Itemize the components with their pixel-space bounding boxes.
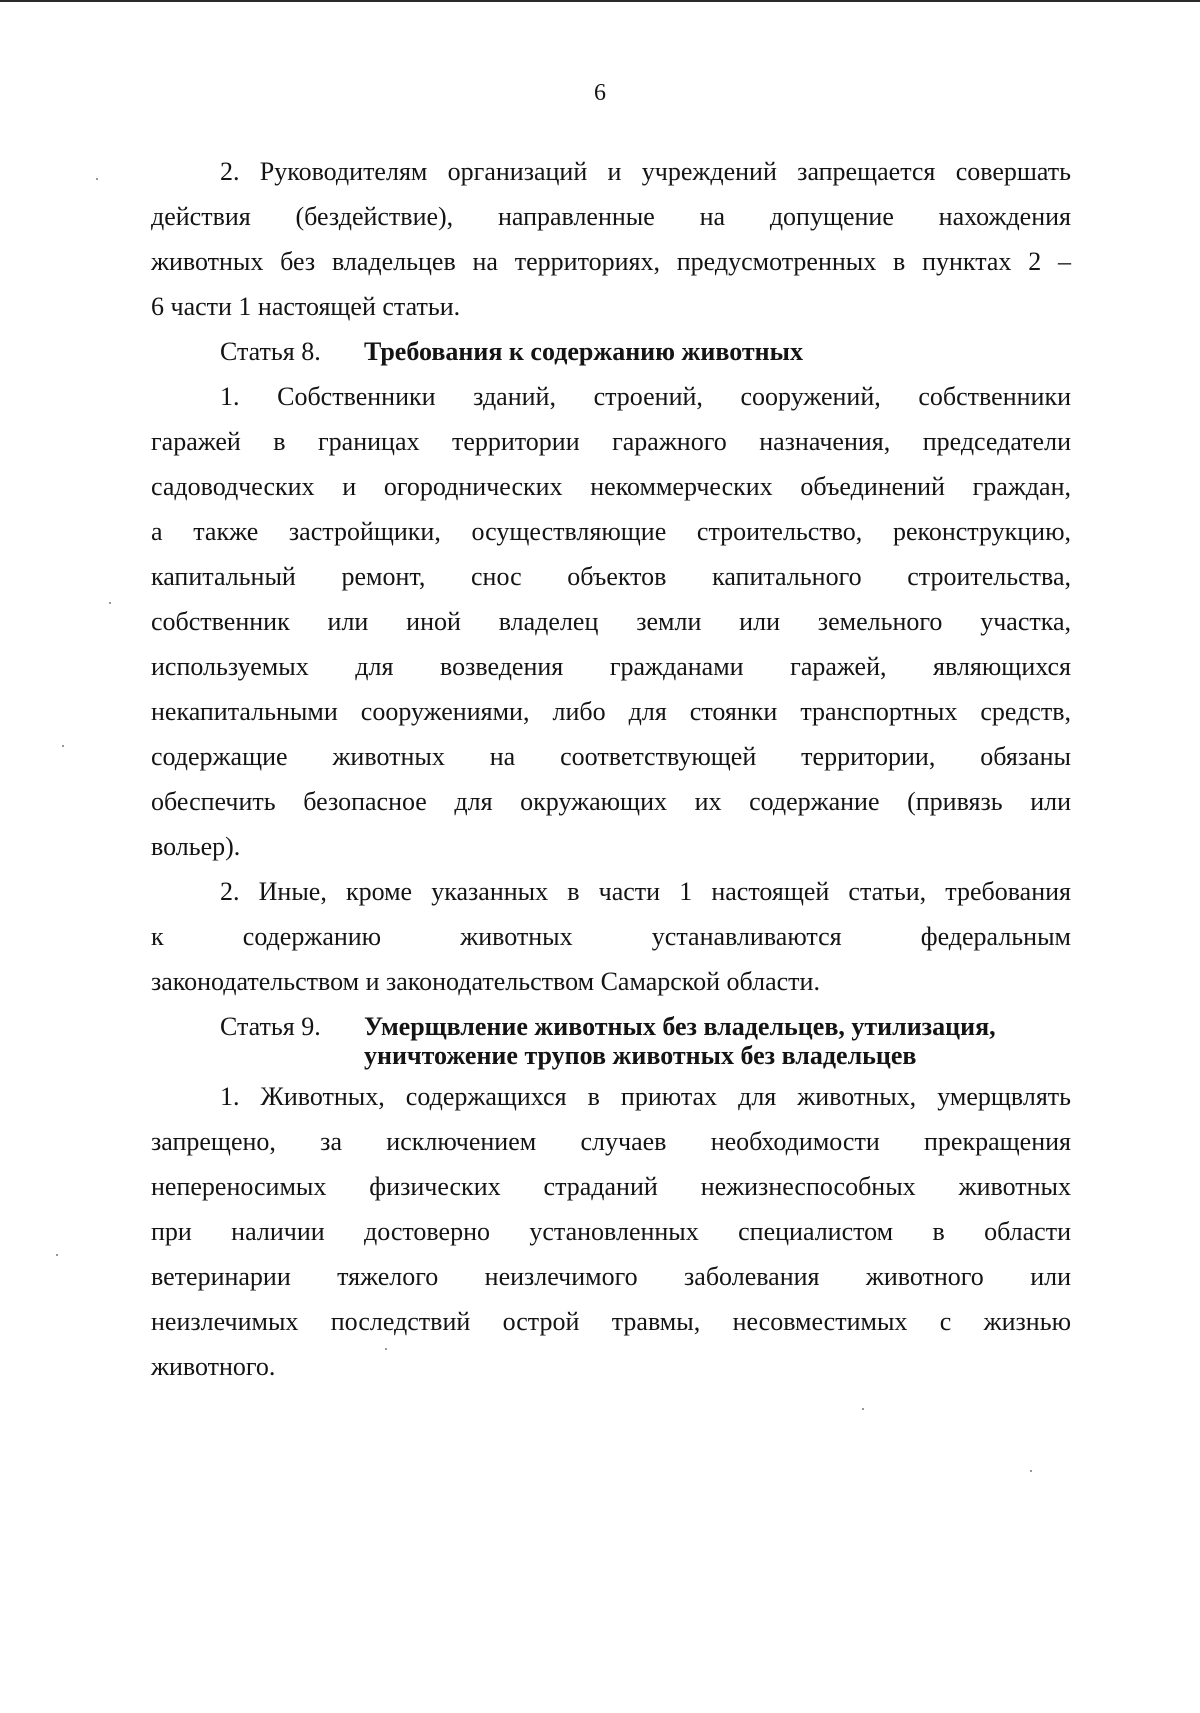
paragraph-line: 2. Руководителям организаций и учреждений запрещается совершать bbox=[220, 157, 1071, 186]
paragraph-line: садоводческих и огороднических некоммерческих объединений граждан, bbox=[151, 472, 1071, 501]
article-title: Требования к содержанию животных bbox=[364, 337, 803, 366]
scan-speck bbox=[385, 1348, 387, 1350]
paragraph-line: запрещено, за исключением случаев необходимости прекращения bbox=[151, 1127, 1071, 1156]
scan-speck bbox=[96, 178, 98, 180]
paragraph-line: к содержанию животных устанавливаются федеральным bbox=[151, 922, 1071, 951]
paragraph-line: капитальный ремонт, снос объектов капитального строительства, bbox=[151, 562, 1071, 591]
paragraph-line: а также застройщики, осуществляющие строительство, реконструкцию, bbox=[151, 517, 1071, 546]
paragraph-line: законодательством и законодательством Самарской области. bbox=[151, 967, 820, 996]
article-9-title-continued: уничтожение трупов животных без владельцев bbox=[364, 1041, 917, 1070]
scan-speck bbox=[1030, 1470, 1032, 1472]
article-8-heading bbox=[220, 336, 803, 368]
scan-speck bbox=[862, 1408, 864, 1410]
article-9-heading bbox=[220, 1011, 996, 1043]
scan-speck bbox=[62, 745, 64, 747]
paragraph-line: используемых для возведения гражданами гаражей, являющихся bbox=[151, 652, 1071, 681]
paragraph-line: животного. bbox=[151, 1352, 276, 1381]
paragraph-line: некапитальными сооружениями, либо для стоянки транспортных средств, bbox=[151, 697, 1071, 726]
paragraph-line: ветеринарии тяжелого неизлечимого заболевания животного или bbox=[151, 1262, 1071, 1291]
article-label: Статья 8. bbox=[220, 337, 321, 366]
paragraph-line: животных без владельцев на территориях, предусмотренных в пунктах 2 – bbox=[151, 247, 1071, 276]
paragraph-line: собственник или иной владелец земли или земельного участка, bbox=[151, 607, 1071, 636]
article-label: Статья 9. bbox=[220, 1012, 321, 1041]
article-title: Умерщвление животных без владельцев, утилизация, bbox=[364, 1012, 996, 1041]
scan-speck bbox=[56, 1254, 58, 1256]
paragraph-line: вольер). bbox=[151, 832, 241, 861]
paragraph-line: содержащие животных на соответствующей территории, обязаны bbox=[151, 742, 1071, 771]
paragraph-line: при наличии достоверно установленных специалистом в области bbox=[151, 1217, 1071, 1246]
paragraph-line: неизлечимых последствий острой травмы, несовместимых с жизнью bbox=[151, 1307, 1071, 1336]
page-top-edge bbox=[0, 0, 1200, 2]
paragraph-line: непереносимых физических страданий нежизнеспособных животных bbox=[151, 1172, 1071, 1201]
paragraph-line: 1. Животных, содержащихся в приютах для животных, умерщвлять bbox=[220, 1082, 1071, 1111]
paragraph-line: гаражей в границах территории гаражного назначения, председатели bbox=[151, 427, 1071, 456]
scan-speck bbox=[109, 602, 111, 604]
paragraph-line: 1. Собственники зданий, строений, сооружений, собственники bbox=[220, 382, 1071, 411]
paragraph-line: 6 части 1 настоящей статьи. bbox=[151, 292, 461, 321]
paragraph-line: действия (бездействие), направленные на допущение нахождения bbox=[151, 202, 1071, 231]
paragraph-line: обеспечить безопасное для окружающих их содержание (привязь или bbox=[151, 787, 1071, 816]
paragraph-line: 2. Иные, кроме указанных в части 1 настоящей статьи, требования bbox=[220, 877, 1071, 906]
page-number: 6 bbox=[594, 80, 606, 106]
